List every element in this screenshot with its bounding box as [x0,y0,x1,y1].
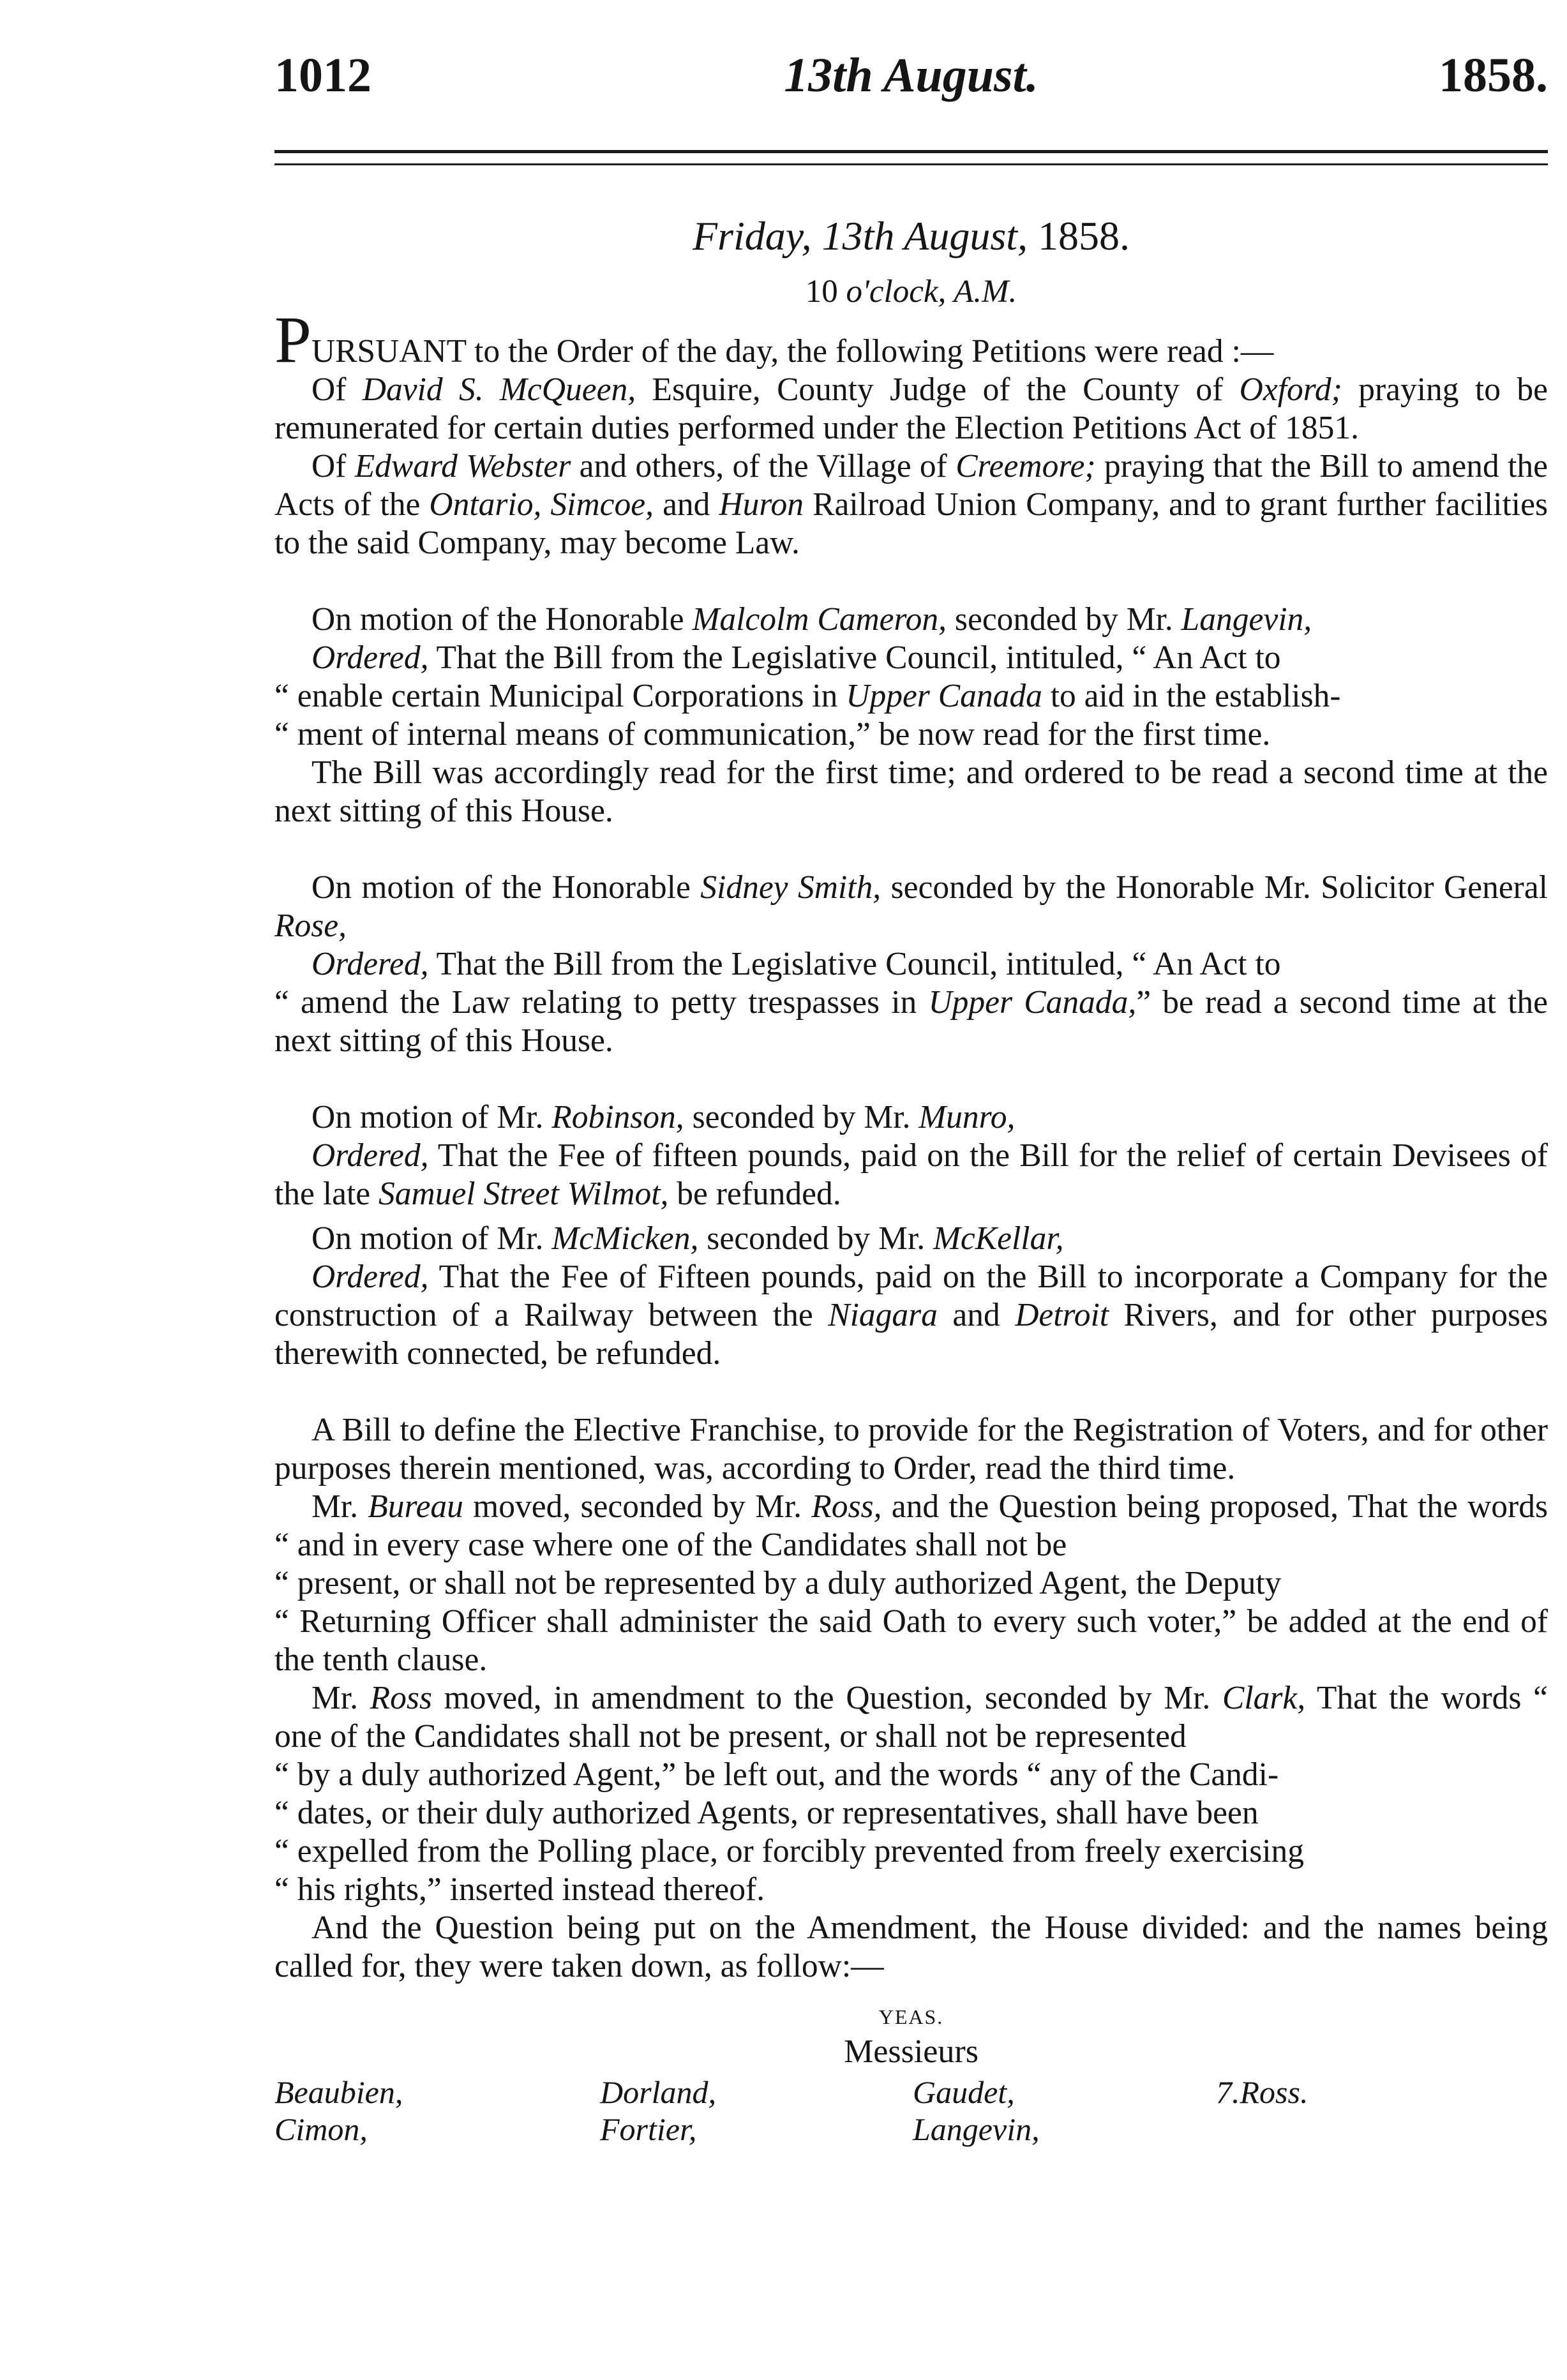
header-year: 1858. [1439,49,1548,102]
mover-name: Ross [370,1680,432,1716]
member-name: Gaudet, [913,2074,1015,2110]
time-text: o'clock, A.M. [846,274,1017,310]
text: and [937,1297,1016,1333]
place-name: Niagara [828,1297,938,1333]
quote-line: “ Returning Officer shall administer the said Oath to every such voter,” be added at the end of the tenth clause. [274,1603,1548,1678]
person-name: Samuel Street Wilmot, [379,1176,669,1212]
ordered-label: Ordered, [311,1259,429,1295]
page-header [274,38,1548,115]
petition-webster [274,447,1548,562]
text: “ enable certain Municipal Corporations in [274,678,846,714]
quote-line: “ present, or shall not be represented by a duly authorized Agent, the Deputy [274,1565,1282,1601]
seconder-name: Clark, [1222,1680,1306,1716]
quote-line: “ ment of internal means of communication,” be now read for the first time. [274,716,1271,752]
text: That the Fee of Fifteen pounds, paid on the Bill to incorporate a Company for the construction of a Railway between the [274,1259,1548,1333]
text: On motion of Mr. [311,1220,552,1257]
motion-smith [274,869,1548,945]
text: ” be read a second time at the next sitting of this House. [274,984,1548,1059]
quote-line [274,984,1548,1060]
member-name: Langevin, [913,2111,1040,2147]
text: Of [311,448,355,484]
quote-line: “ dates, or their duly authorized Agents, or representatives, shall have been [274,1795,1259,1831]
text: and others, of the Village of [571,448,956,484]
member-name: Dorland, [600,2074,716,2110]
text: That the words “ one of the Candidates shall not be present, or shall not be represented [274,1680,1548,1755]
text: praying to be remunerated for certain duties performed under the Election Petitions Act of 1851. [274,371,1548,446]
header-date: 13th August. [784,49,1038,102]
member-name: 7.Ross. [1216,2074,1308,2110]
text: seconded by Mr. [698,1220,934,1257]
text: and [654,486,719,523]
order-mcmicken [274,1258,1548,1373]
place-name: Huron [719,486,804,523]
title-year: 1858. [1038,213,1130,258]
ordered-label: Ordered, [311,1137,429,1174]
names-column [1216,2074,1548,2148]
text: and the Question being proposed, That the words “ and in every case where one of the Candidates shall not be [274,1488,1548,1563]
place-name: Upper Canada, [928,984,1137,1021]
names-column [913,2074,1216,2148]
seconder-name: Munro, [918,1099,1016,1135]
text: seconded by the Honorable Mr. Solicitor General [881,869,1548,906]
order-cameron [274,639,1548,677]
text: That the Bill from the Legislative Council, intituled, “ An Act to [428,946,1281,982]
ordered-label: Ordered, [311,946,429,982]
quote-line: “ expelled from the Polling place, or forcibly prevented from freely exercising [274,1833,1305,1869]
names-column [274,2074,600,2148]
quote-line [274,677,1548,715]
text: On motion of Mr. [311,1099,552,1135]
text: That the Fee of fifteen pounds, paid on the Bill for the relief of certain Devisees of the late [274,1137,1548,1212]
drop-cap: P [274,303,311,377]
amendment-ross [274,1679,1548,1756]
text: Esquire, County Judge of the County of [636,371,1240,408]
petitioner-name: Edward Webster [354,448,571,484]
text: On motion of the Honorable [311,601,693,638]
text: Rivers, and for other purposes therewith connected, be refunded. [274,1297,1548,1372]
petitioner-name: David S. McQueen, [362,371,636,408]
time-number: 10 [805,274,838,310]
mover-name: Sidney Smith, [700,869,881,906]
petition-mcqueen [274,371,1548,447]
place-name: Ontario, [429,486,542,523]
place-name: Simcoe, [550,486,654,523]
franchise-bill: A Bill to define the Elective Franchise, to provide for the Registration of Voters, and for other purposes therein mentioned, was, according to Order, read the third time. [274,1412,1548,1486]
quote-line: “ his rights,” inserted instead thereof. [274,1871,765,1908]
journal-page [274,38,1548,2147]
text: Of [311,371,363,408]
text: seconded by Mr. [947,601,1181,638]
text: Mr. [311,1488,368,1525]
village-name: Creemore; [956,448,1096,484]
motion-mcmicken [274,1220,1548,1258]
order-smith [274,945,1548,984]
motion-cameron [274,601,1548,639]
petitions-intro [274,303,1548,377]
page-number: 1012 [274,49,371,102]
mover-name: Bureau [368,1488,463,1525]
text: Mr. [311,1680,370,1716]
seconder-name: McKellar, [933,1220,1064,1257]
mover-name: Malcolm Cameron, [692,601,947,638]
motion-bureau [274,1488,1548,1564]
petitions-intro-text: URSUANT to the Order of the day, the following Petitions were read :— [311,333,1274,370]
title-day: Friday, [692,213,812,258]
motion-robinson [274,1098,1548,1137]
text: That the Bill from the Legislative Council, intituled, “ An Act to [428,640,1281,676]
member-name: Beaubien, [274,2074,403,2110]
order-robinson [274,1137,1548,1213]
seconder-name: Ross, [811,1488,882,1525]
messieurs-label: Messieurs [844,2033,978,2070]
text: be refunded. [668,1176,841,1212]
ordered-label: Ordered, [311,640,429,676]
member-name: Fortier, [600,2111,697,2147]
text: “ amend the Law relating to petty trespasses in [274,984,929,1021]
text: moved, seconded by Mr. [463,1488,812,1525]
member-name: Cimon, [274,2111,368,2147]
page-body [274,211,1548,2148]
place-name: Detroit [1015,1297,1109,1333]
text: Railroad Union Company, and to grant further facilities to the said Company, may become Law. [274,486,1548,561]
quote-line: “ by a duly authorized Agent,” be left out, and the words “ any of the Candi- [274,1756,1279,1793]
text: seconded by Mr. [684,1099,919,1135]
header-rule [274,150,1548,165]
names-column [600,2074,913,2148]
text: moved, in amendment to the Question, seconded by Mr. [431,1680,1222,1716]
mover-name: Robinson, [551,1099,684,1135]
sitting-title [274,211,1548,262]
place-name: Upper Canada [846,678,1042,714]
seconder-name: Rose, [274,908,347,944]
text: praying that the Bill to amend the Acts of the [274,448,1548,523]
text: to aid in the establish- [1042,678,1341,714]
title-date: 13th August, [821,213,1028,258]
county-name: Oxford; [1239,371,1342,408]
division-text: And the Question being put on the Amendment, the House divided: and the names being called for, they were taken down, as follow:— [274,1910,1548,1984]
mover-name: McMicken, [551,1220,699,1257]
seconder-name: Langevin, [1181,601,1312,638]
motion-result: The Bill was accordingly read for the first time; and ordered to be read a second time at the next sitting of this House. [274,754,1548,829]
sitting-time [274,271,1548,313]
text: On motion of the Honorable [311,869,701,906]
yeas-heading: YEAS. [878,2005,944,2028]
yeas-names [274,2074,1548,2148]
